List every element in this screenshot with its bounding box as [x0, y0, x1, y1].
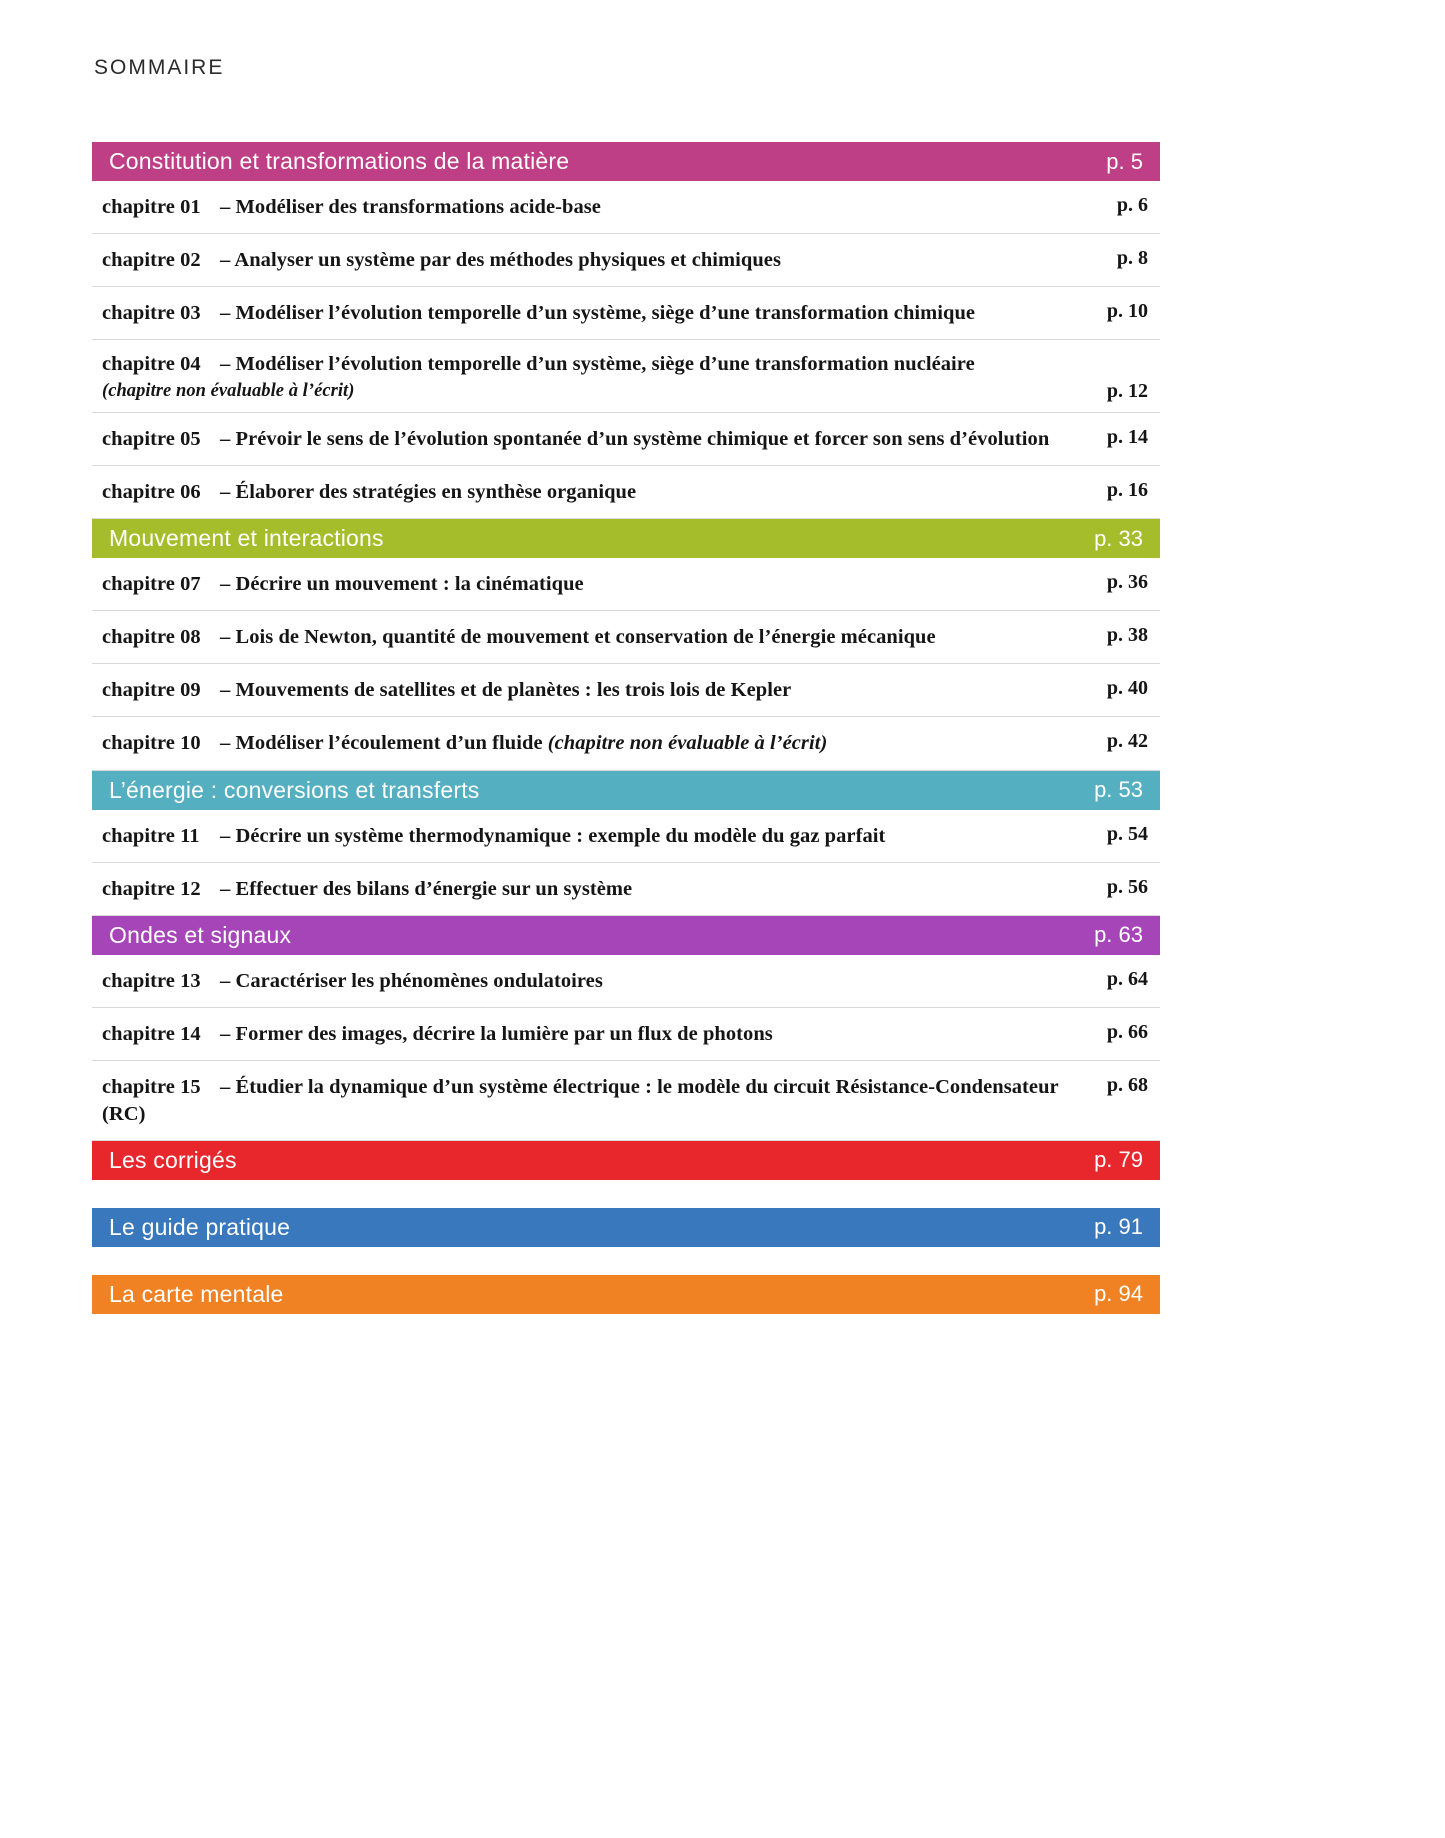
- chapter-page-number: p. 54: [1106, 822, 1148, 845]
- chapter-number: chapitre 15: [102, 1075, 201, 1098]
- chapter-text: [102, 624, 936, 651]
- section-page-number: p. 5: [1106, 148, 1143, 174]
- chapter-text: [102, 479, 636, 506]
- sommaire-content: [92, 56, 1160, 1314]
- section-group: [92, 519, 1160, 770]
- chapter-page-number: p. 14: [1106, 426, 1148, 449]
- chapter-title: Mouvements de satellites et de planètes : les trois lois de Kepler: [235, 679, 792, 702]
- extra-section-page-number: p. 79: [1094, 1147, 1143, 1173]
- chapter-number: chapitre 06: [102, 481, 201, 504]
- chapter-list: [92, 955, 1160, 1141]
- chapter-dash: –: [220, 732, 231, 755]
- chapter-row[interactable]: [92, 955, 1160, 1008]
- chapter-title: Former des images, décrire la lumière par un flux de photons: [235, 1022, 773, 1045]
- chapter-page-number: p. 36: [1106, 571, 1148, 594]
- chapter-number: chapitre 12: [102, 877, 201, 900]
- chapter-row[interactable]: [92, 340, 1160, 413]
- chapter-title: Élaborer des stratégies en synthèse organique: [235, 481, 637, 504]
- chapter-list: [92, 181, 1160, 519]
- chapter-row[interactable]: [92, 1061, 1160, 1141]
- chapter-page-number: p. 8: [1116, 247, 1148, 270]
- chapter-page-number: p. 42: [1106, 730, 1148, 753]
- extra-section-page-number: p. 91: [1094, 1214, 1143, 1240]
- chapter-page-number: p. 56: [1106, 875, 1148, 898]
- chapter-dash: –: [220, 824, 231, 847]
- section-group: [92, 142, 1160, 519]
- chapter-page-number: p. 38: [1106, 624, 1148, 647]
- chapter-text: [102, 968, 603, 995]
- chapter-row[interactable]: [92, 717, 1160, 770]
- section-page-number: p. 53: [1094, 777, 1143, 803]
- chapter-title: Prévoir le sens de l’évolution spontanée d’un système chimique et forcer son sens d’évolution: [235, 428, 1050, 451]
- extra-section-bar[interactable]: [92, 1141, 1160, 1180]
- chapter-number: chapitre 11: [102, 824, 200, 847]
- chapter-title: Caractériser les phénomènes ondulatoires: [235, 969, 603, 992]
- chapter-dash: –: [220, 1022, 231, 1045]
- extra-sections-list: [92, 1141, 1160, 1314]
- chapter-number: chapitre 13: [102, 969, 201, 992]
- chapter-number: chapitre 14: [102, 1022, 201, 1045]
- chapter-title: Modéliser l’évolution temporelle d’un système, siège d’une transformation nucléaire: [235, 353, 975, 376]
- chapter-number: chapitre 10: [102, 732, 201, 755]
- chapter-dash: –: [220, 481, 231, 504]
- chapter-title: Étudier la dynamique d’un système électrique : le modèle du circuit Résistance-Condensateur (RC): [102, 1075, 1059, 1125]
- page-title: SOMMAIRE: [94, 56, 225, 79]
- chapter-dash: –: [220, 969, 231, 992]
- chapter-title: Modéliser l’écoulement d’un fluide: [235, 732, 543, 755]
- section-header-bar[interactable]: [92, 916, 1160, 955]
- chapter-row[interactable]: [92, 611, 1160, 664]
- chapter-title: Effectuer des bilans d’énergie sur un système: [235, 877, 633, 900]
- section-header-bar[interactable]: [92, 142, 1160, 181]
- chapter-text: [102, 730, 827, 757]
- chapter-dash: –: [220, 626, 231, 649]
- chapter-title: Décrire un mouvement : la cinématique: [235, 573, 584, 596]
- chapter-number: chapitre 09: [102, 679, 201, 702]
- chapter-dash: –: [220, 877, 231, 900]
- chapter-page-number: p. 40: [1106, 677, 1148, 700]
- chapter-list: [92, 810, 1160, 916]
- chapter-text: [102, 677, 791, 704]
- extra-section-title: Les corrigés: [109, 1146, 237, 1173]
- chapter-page-number: p. 64: [1106, 967, 1148, 990]
- chapter-subnote: (chapitre non évaluable à l’écrit): [102, 381, 355, 402]
- chapter-title: Décrire un système thermodynamique : exemple du modèle du gaz parfait: [235, 824, 886, 847]
- chapter-page-number: p. 6: [1116, 194, 1148, 216]
- chapter-page-number: p. 68: [1106, 1073, 1148, 1096]
- chapter-row[interactable]: [92, 664, 1160, 717]
- chapter-text: [102, 876, 632, 903]
- section-title: L’énergie : conversions et transferts: [109, 776, 480, 803]
- chapter-dash: –: [220, 1075, 231, 1098]
- chapter-dash: –: [220, 428, 231, 451]
- extra-section-bar[interactable]: [92, 1275, 1160, 1314]
- section-title: Mouvement et interactions: [109, 525, 384, 552]
- chapter-row[interactable]: [92, 181, 1160, 234]
- extra-section-title: Le guide pratique: [109, 1213, 291, 1240]
- section-page-number: p. 33: [1094, 525, 1143, 551]
- chapter-row[interactable]: [92, 234, 1160, 287]
- section-group: [92, 771, 1160, 916]
- chapter-text: [102, 1074, 1083, 1128]
- chapter-row[interactable]: [92, 810, 1160, 863]
- chapter-inline-note: (chapitre non évaluable à l’écrit): [547, 732, 828, 755]
- chapter-text: [102, 194, 601, 221]
- chapter-number: chapitre 04: [102, 353, 201, 376]
- chapter-page-number: p. 10: [1106, 300, 1148, 323]
- section-title: Constitution et transformations de la matière: [109, 148, 570, 174]
- chapter-title: Modéliser des transformations acide-base: [235, 196, 601, 218]
- chapter-text: [102, 426, 1049, 453]
- extra-section-page-number: p. 94: [1094, 1281, 1143, 1307]
- chapter-number: chapitre 01: [102, 196, 201, 218]
- chapter-page-number: p. 16: [1106, 479, 1148, 502]
- section-header-bar[interactable]: [92, 771, 1160, 810]
- chapter-dash: –: [220, 196, 231, 218]
- section-page-number: p. 63: [1094, 922, 1143, 948]
- chapter-number: chapitre 02: [102, 249, 201, 272]
- extra-section-bar[interactable]: [92, 1208, 1160, 1247]
- chapter-row[interactable]: [92, 466, 1160, 519]
- chapter-text: [102, 247, 781, 274]
- chapter-list: [92, 558, 1160, 770]
- chapter-row[interactable]: [92, 413, 1160, 466]
- section-group: [92, 916, 1160, 1141]
- sections-list: [92, 142, 1160, 1141]
- chapter-dash: –: [220, 302, 231, 325]
- chapter-text: [102, 571, 584, 598]
- chapter-number: chapitre 08: [102, 626, 201, 649]
- chapter-row[interactable]: [92, 863, 1160, 916]
- chapter-row[interactable]: [92, 287, 1160, 340]
- chapter-title: Analyser un système par des méthodes physiques et chimiques: [234, 249, 781, 272]
- chapter-dash: –: [220, 573, 231, 596]
- chapter-row[interactable]: [92, 558, 1160, 611]
- chapter-dash: –: [220, 249, 231, 272]
- chapter-dash: –: [220, 679, 231, 702]
- section-header-bar[interactable]: [92, 519, 1160, 558]
- chapter-number: chapitre 03: [102, 302, 201, 325]
- chapter-number: chapitre 05: [102, 428, 201, 451]
- chapter-row[interactable]: [92, 1008, 1160, 1061]
- section-title: Ondes et signaux: [109, 921, 292, 948]
- chapter-text: [102, 300, 975, 327]
- chapter-number: chapitre 07: [102, 573, 201, 596]
- chapter-title: Modéliser l’évolution temporelle d’un système, siège d’une transformation chimique: [235, 302, 976, 325]
- chapter-text: [102, 823, 885, 850]
- chapter-page-number: p. 12: [1106, 380, 1148, 403]
- chapter-page-number: p. 66: [1106, 1020, 1148, 1043]
- chapter-text: [102, 1021, 773, 1048]
- chapter-dash: –: [220, 353, 231, 376]
- chapter-text: [102, 351, 975, 403]
- extra-section-title: La carte mentale: [109, 1280, 284, 1307]
- chapter-title: Lois de Newton, quantité de mouvement et conservation de l’énergie mécanique: [235, 626, 936, 649]
